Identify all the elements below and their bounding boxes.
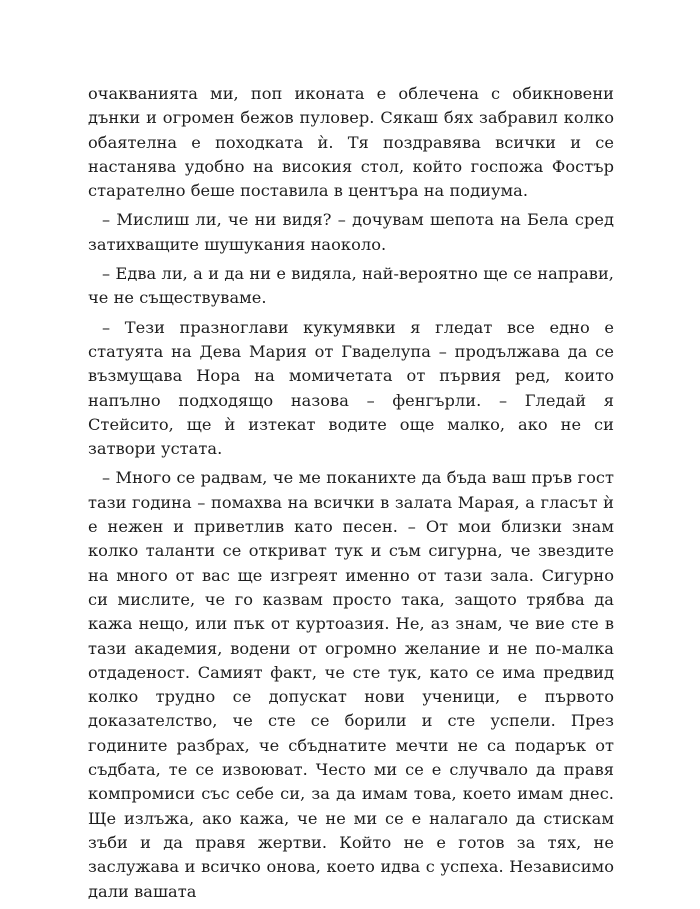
- paragraph-2: – Мислиш ли, че ни видя? – дочувам шепота на Бела сред затихващите шушукания наоколо.: [88, 210, 614, 254]
- paragraph-3: – Едва ли, а и да ни е видяла, най-вероятно ще се направи, че не съществуваме.: [88, 264, 614, 308]
- page-body: [88, 82, 614, 909]
- paragraph-4: – Тези празноглави кукумявки я гледат все едно е статуята на Дева Мария от Гваделупа – продължава да се възмущава Нора на момичетата от първия ред, които напълно подходящо назова – фенгърли. – Гледай я Стейсито, ще ѝ изтекат водите още малко, ако не си затвори устата.: [88, 317, 614, 459]
- paragraph-5: – Много се радвам, че ме поканихте да бъда ваш пръв гост тази година – помахва на всички в залата Марая, а гласът ѝ е нежен и приветлив като песен. – От мои близки знам колко таланти се откриват тук и съм сигурна, че звездите на много от вас ще изгреят именно от тази зала. Сигурно си мислите, че го казвам просто така, защото трябва да кажа нещо, или пък от куртоазия. Не, аз знам, че вие сте в тази академия, водени от огромно желание и не по-малка отдаденост. Самият факт, че сте тук, като се има предвид колко трудно се допускат нови ученици, е първото доказателство, че сте се борили и сте успели. През годините разбрах, че сбъднатите мечти не са подарък от съдбата, те се извоюват. Често ми се е случвало да правя компромиси със себе си, за да имам това, което имам днес. Ще излъжа, ако кажа, че не ми се е налагало да стискам зъби и да правя жертви. Който не е готов за тях, не заслужава и всичко онова, което идва с успеха. Независимо дали вашата: [88, 468, 614, 901]
- paragraph-1: очакванията ми, поп иконата е облечена с обикновени дънки и огромен бежов пуловер. Сякаш бях забравил колко обаятелна е походката ѝ. Тя поздравява всички и се настанява удобно на високия стол, който госпожа Фостър старателно беше поставила в центъра на подиума.: [88, 84, 614, 201]
